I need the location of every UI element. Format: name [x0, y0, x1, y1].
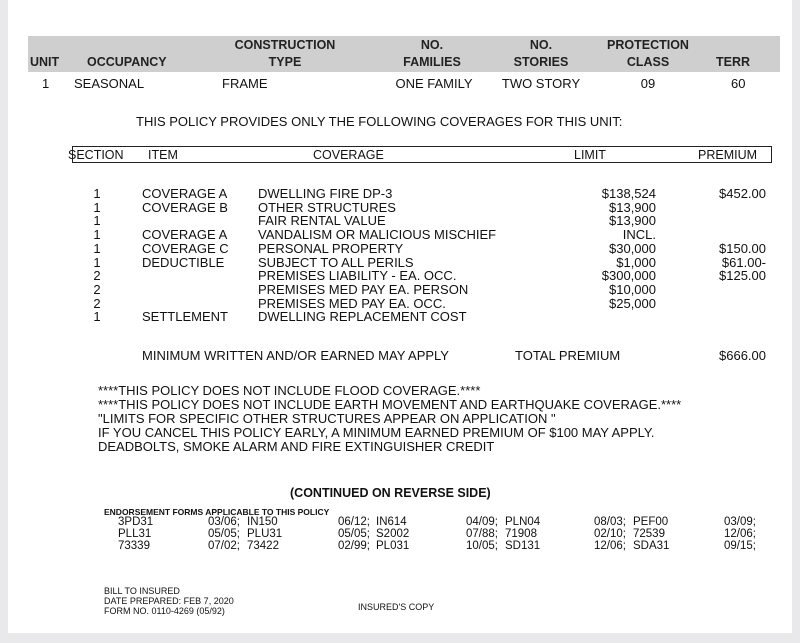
unit-protection-class: 09: [640, 76, 656, 91]
coverage-item-5: COVERAGE C: [142, 240, 229, 256]
endorsement-date: 08/03;: [594, 516, 626, 528]
coverage-limit-5: $30,000: [609, 240, 656, 256]
endorsement-date: 09/15;: [724, 540, 756, 552]
coverage-desc-7: PREMISES LIABILITY - EA. OCC.: [258, 268, 457, 284]
coverage-desc-4: VANDALISM OR MALICIOUS MISCHIEF: [258, 227, 497, 243]
coverage-item-1: COVERAGE A: [142, 186, 228, 201]
coverage-section-1: 1: [93, 186, 101, 201]
coverage-premium-6: $61.00-: [721, 254, 766, 270]
endorsement-date: 05/05;: [338, 528, 370, 540]
endorsement-form: SD131: [505, 540, 541, 552]
endorsement-date: 10/05;: [466, 540, 498, 552]
footer-bill-to: BILL TO INSURED: [104, 586, 180, 596]
coverage-section-2: 1: [93, 199, 101, 215]
footer-insureds-copy: INSURED'S COPY: [358, 602, 435, 612]
endorsement-date: 12/06;: [594, 540, 626, 552]
endorsement-date: 05/05;: [208, 528, 240, 540]
coverage-desc-8: PREMISES MED PAY EA. PERSON: [258, 281, 469, 297]
header-stories-1: NO.: [529, 38, 553, 52]
coverage-item-4: COVERAGE A: [142, 227, 228, 243]
unit-families: ONE FAMILY: [395, 76, 473, 91]
coverage-section-4: 1: [93, 227, 101, 243]
coverage-limit-9: $25,000: [609, 295, 656, 311]
coverage-section-3: 1: [93, 213, 101, 229]
coverage-premium-5: $150.00: [719, 240, 766, 256]
coverage-header-limit: LIMIT: [574, 148, 606, 162]
endorsement-form: IN614: [376, 516, 407, 528]
header-protection-1: PROTECTION: [607, 38, 689, 52]
endorsement-form: SDA31: [633, 540, 670, 552]
footer-date-prepared: DATE PREPARED: FEB 7, 2020: [104, 596, 234, 606]
notice-flood: ****THIS POLICY DOES NOT INCLUDE FLOOD COVERAGE.****: [98, 383, 481, 398]
coverage-header-section: SECTION: [68, 148, 124, 162]
minimum-premium-note: MINIMUM WRITTEN AND/OR EARNED MAY APPLY: [142, 348, 449, 363]
header-occupancy: OCCUPANCY: [87, 55, 167, 69]
endorsement-date: 07/88;: [466, 528, 498, 540]
coverage-limit-3: $13,900: [609, 213, 656, 229]
unit-occupancy: SEASONAL: [74, 76, 145, 91]
coverage-limit-2: $13,900: [609, 199, 656, 215]
endorsement-form: PLN04: [505, 516, 541, 528]
coverage-limit-4: INCL.: [622, 227, 656, 243]
header-families-2: FAMILIES: [403, 55, 461, 69]
header-construction-2: TYPE: [268, 55, 302, 69]
endorsement-form: 73339: [118, 540, 150, 552]
endorsement-title: ENDORSEMENT FORMS APPLICABLE TO THIS POLICY: [104, 507, 330, 517]
coverage-desc-3: FAIR RENTAL VALUE: [258, 213, 386, 229]
endorsement-date: 02/10;: [594, 528, 626, 540]
header-stories-2: STORIES: [513, 55, 569, 69]
coverage-limit-8: $10,000: [609, 281, 656, 297]
coverage-limit-7: $300,000: [601, 268, 656, 284]
endorsement-form: S2002: [376, 528, 410, 540]
coverage-section-9: 2: [93, 295, 101, 311]
policy-declarations-page: [8, 0, 792, 633]
coverage-item-2: COVERAGE B: [142, 199, 228, 215]
coverage-desc-5: PERSONAL PROPERTY: [258, 240, 404, 256]
coverage-section-5: 1: [93, 240, 101, 256]
endorsement-form: 72539: [633, 528, 665, 540]
endorsement-date: 06/12;: [338, 516, 370, 528]
continued-on-reverse: (CONTINUED ON REVERSE SIDE): [290, 486, 491, 500]
endorsement-date: 04/09;: [466, 516, 498, 528]
notice-other-structures: "LIMITS FOR SPECIFIC OTHER STRUCTURES APPEAR ON APPLICATION ": [98, 411, 556, 426]
footer-form-number: FORM NO. 0110-4269 (05/92): [104, 606, 225, 616]
coverage-intro: THIS POLICY PROVIDES ONLY THE FOLLOWING COVERAGES FOR THIS UNIT:: [136, 114, 623, 129]
header-protection-2: CLASS: [626, 55, 670, 69]
coverage-section-10: 1: [93, 309, 101, 325]
total-premium-label: TOTAL PREMIUM: [515, 348, 621, 363]
coverage-premium-1: $452.00: [719, 186, 766, 201]
coverage-header-coverage: COVERAGE: [313, 148, 384, 162]
endorsement-form: IN150: [247, 516, 278, 528]
coverage-desc-2: OTHER STRUCTURES: [258, 199, 396, 215]
coverage-desc-6: SUBJECT TO ALL PERILS: [258, 254, 414, 270]
endorsement-date: 03/06;: [208, 516, 240, 528]
header-unit: UNIT: [30, 55, 60, 69]
endorsement-form: PLL31: [118, 528, 152, 540]
coverage-limit-6: $1,000: [616, 254, 656, 270]
unit-construction: FRAME: [222, 76, 268, 91]
endorsement-form: 3PD31: [118, 516, 154, 528]
coverage-section-7: 2: [93, 268, 101, 284]
endorsement-date: 12/06;: [724, 528, 756, 540]
coverage-section-8: 2: [93, 281, 101, 297]
coverage-section-6: 1: [93, 254, 101, 270]
endorsement-date: 03/09;: [724, 516, 756, 528]
notice-earthquake: ****THIS POLICY DOES NOT INCLUDE EARTH MOVEMENT AND EARTHQUAKE COVERAGE.****: [98, 397, 682, 412]
endorsement-form: PLU31: [247, 528, 283, 540]
header-families-1: NO.: [420, 38, 444, 52]
coverage-item-10: SETTLEMENT: [142, 309, 228, 325]
coverage-desc-1: DWELLING FIRE DP-3: [258, 186, 393, 201]
endorsement-form: 71908: [505, 528, 537, 540]
coverage-header-premium: PREMIUM: [698, 148, 758, 162]
coverage-item-6: DEDUCTIBLE: [142, 254, 225, 270]
notice-credits: DEADBOLTS, SMOKE ALARM AND FIRE EXTINGUISHER CREDIT: [98, 439, 495, 454]
coverage-desc-9: PREMISES MED PAY EA. OCC.: [258, 295, 446, 311]
notice-cancellation: IF YOU CANCEL THIS POLICY EARLY, A MINIMUM EARNED PREMIUM OF $100 MAY APPLY.: [98, 425, 655, 440]
coverage-premium-7: $125.00: [719, 268, 766, 284]
unit-territory: 60: [731, 76, 746, 91]
endorsement-form: PL031: [376, 540, 410, 552]
header-terr: TERR: [716, 55, 751, 69]
unit-stories: TWO STORY: [501, 76, 581, 91]
coverage-limit-1: $138,524: [601, 186, 656, 201]
unit-number: 1: [42, 76, 50, 91]
endorsement-form: 73422: [247, 540, 279, 552]
endorsement-date: 02/99;: [338, 540, 370, 552]
coverage-desc-10: DWELLING REPLACEMENT COST: [258, 309, 467, 325]
header-construction-1: CONSTRUCTION: [234, 38, 336, 52]
endorsement-date: 07/02;: [208, 540, 240, 552]
total-premium-value: $666.00: [719, 348, 766, 363]
coverage-header-item: ITEM: [148, 148, 178, 162]
endorsement-form: PEF00: [633, 516, 669, 528]
